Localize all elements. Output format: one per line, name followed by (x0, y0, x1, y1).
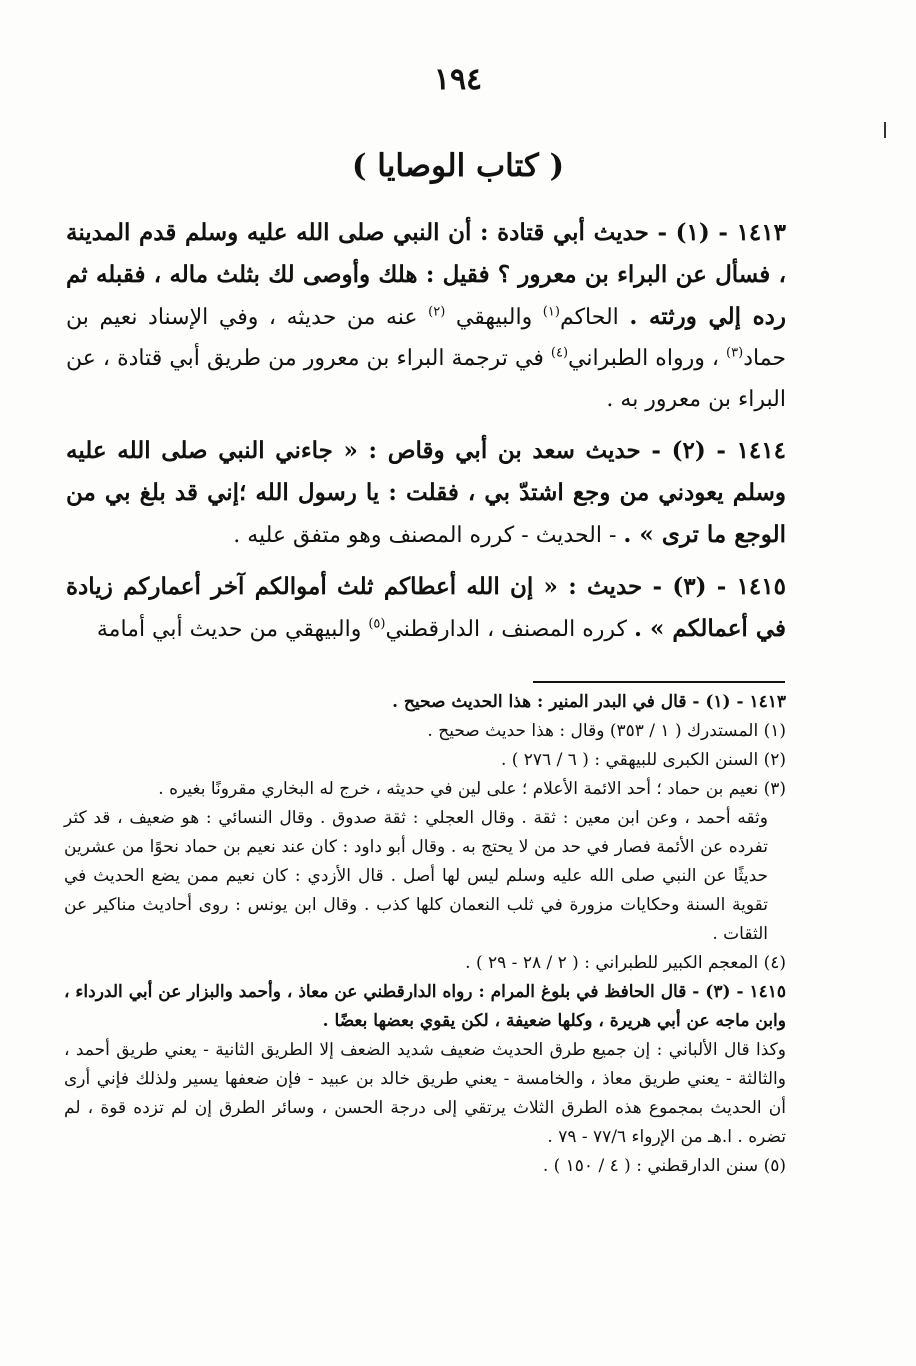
hadith-entry-1415 (66, 566, 786, 650)
entry-heading: ١٤١٣ - (١) - حديث أبي قتادة : أن النبي صلى الله عليه وسلم قدم المدينة ، فسأل عن البراء بن معرور ؟ فقيل : هلك وأوصى لك بثلث ماله ، فقبله ثم رده إلي ورثته . (66, 219, 787, 330)
entry-text: عنه من حديثه ، وفي الإسناد نعيم بن حماد (66, 305, 787, 371)
margin-mark (884, 122, 886, 138)
entry-text: - الحديث - كرره المصنف وهو متفق عليه . (233, 523, 617, 548)
entry-paragraph (66, 566, 786, 650)
footnote-1: (١) المستدرك ( ١ / ٣٥٣) وقال : هذا حديث صحيح . (427, 721, 786, 741)
footnote-5: (٥) سنن الدارقطني : ( ٤ / ١٥٠ ) . (542, 1156, 786, 1176)
entry-text: ، ورواه الطبراني (568, 346, 719, 371)
entry-paragraph (66, 430, 786, 556)
footnote-1413: ١٤١٣ - (١) - قال في البدر المنير : هذا الحديث صحيح . (392, 692, 786, 712)
footnotes (64, 688, 786, 1181)
entry-text: والبيهقي من حديث أبي أمامة (96, 617, 362, 642)
footnote-2: (٢) السنن الكبرى للبيهقي : ( ٦ / ٢٧٦ ) . (500, 750, 786, 770)
page-number: ١٩٤ (433, 62, 483, 97)
entry-heading: ١٤١٤ - (٢) - حديث سعد بن أبي وقاص : « جاءني النبي صلى الله عليه وسلم يعودني من وجع اشتدّ بي ، فقلت : يا رسول الله ؛إني قد بلغ بي من الوجع ما ترى » . (66, 437, 786, 548)
footnote-ref: (٤) (550, 345, 569, 361)
entry-text: في ترجمة البراء بن معرور من طريق أبي قتادة ، عن البراء بن معرور به . (66, 346, 786, 412)
hadith-entry-1414 (66, 430, 786, 556)
footnote-separator (533, 681, 785, 683)
footnote-albani: وكذا قال الألباني : إن جميع طرق الحديث ضعيف شديد الضعف إلا الطريق الثانية - يعني طريق أحمد ، والثالثة - يعني طريق معاذ ، والخامسة - يعني طريق خالد بن عبيد - فإن ضعفها يسير ولذلك فإني أرى أن الحديث بمجموع هذه الطرق الثلاث يرتقي إلى درجة الحسن ، وسائر الطرق إن لم تزده قوة ، لم تضره . ا.هـ من الإرواء ٧٧/٦ - ٧٩ . (64, 1040, 786, 1147)
footnote-ref: (٢) (428, 304, 446, 320)
chapter-title: ( كتاب الوصايا ) (351, 148, 565, 184)
footnote-4: (٤) المعجم الكبير للطبراني : ( ٢ / ٢٨ - ٢٩ ) . (465, 953, 786, 973)
footnote-ref: (١) (542, 304, 560, 320)
entry-text: الحاكم (559, 305, 619, 330)
footnote-3: (٣) نعيم بن حماد ؛ أحد الائمة الأعلام ؛ على لين في حديثه ، خرج له البخاري مقرونًا بغيره . (158, 779, 786, 799)
entry-heading: ١٤١٥ - (٣) - حديث : « إن الله أعطاكم ثلث أموالكم آخر أعماركم زيادة في أعمالكم » . (66, 573, 786, 642)
entry-paragraph (66, 212, 786, 420)
footnote-ref: (٥) (368, 616, 386, 632)
entry-text: والبيهقي (455, 305, 533, 330)
main-text (66, 212, 786, 660)
footnote-ref: (٣) (726, 345, 744, 361)
footnote-1415: ١٤١٥ - (٣) - قال الحافظ في بلوغ المرام : رواه الدارقطني عن معاذ ، وأحمد والبزار عن أبي الدرداء ، وابن ماجه عن أبي هريرة ، وكلها ضعيفة ، لكن يقوي بعضها بعضًا . (64, 982, 787, 1031)
footnote-3-continued: وثقه أحمد ، وعن ابن معين : ثقة . وقال العجلي : ثقة صدوق . وقال النسائي : هو ضعيف ، قد كثر تفرده عن الأئمة فصار في حد من لا يحتج به . وقال أبو داود : كان عند نعيم بن حماد نحوًا من عشرين حديثًا عن النبي صلى الله عليه وسلم ليس لها أصل . قال الأزدي : كان نعيم ممن يضع الحديث في تقوية السنة وحكايات مزورة في ثلب النعمان كلها كذب . وقال ابن يونس : روى أحاديث مناكير عن الثقات . (64, 808, 768, 944)
entry-text: كرره المصنف ، الدارقطني (385, 617, 627, 642)
hadith-entry-1413 (66, 212, 786, 420)
